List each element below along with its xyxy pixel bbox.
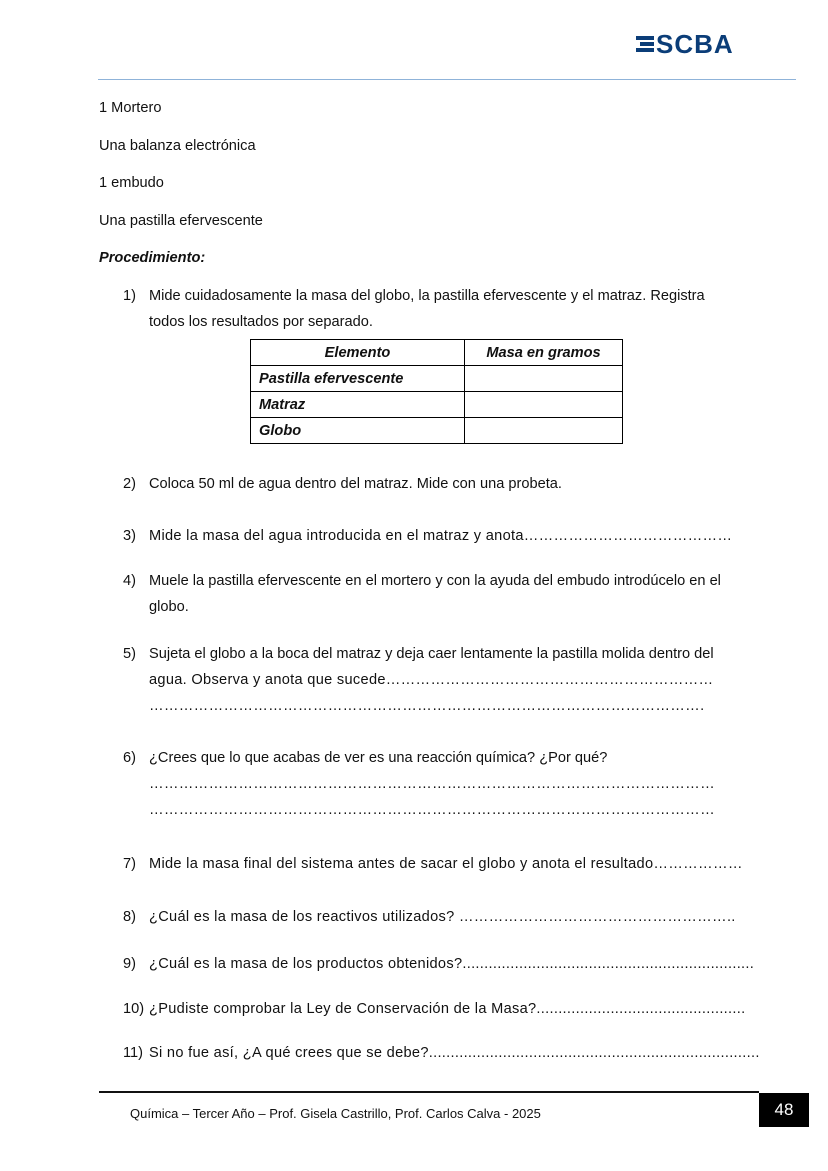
material-item: Una pastilla efervescente xyxy=(99,213,263,229)
step-8 xyxy=(123,904,763,930)
mass-table xyxy=(250,339,623,444)
table-header: Masa en gramos xyxy=(465,340,623,366)
step-number: 3) xyxy=(123,528,136,544)
step-10 xyxy=(123,996,763,1022)
mass-input-cell[interactable] xyxy=(465,366,623,392)
step-number: 6) xyxy=(123,750,136,766)
step-text: Sujeta el globo a la boca del matraz y deja caer lentamente la pastilla molida dentro del xyxy=(149,646,714,662)
mass-input-cell[interactable] xyxy=(465,418,623,444)
table-row xyxy=(251,418,623,444)
step-text: Coloca 50 ml de agua dentro del matraz. Mide con una probeta. xyxy=(149,476,562,492)
step-3 xyxy=(123,523,763,549)
step-1 xyxy=(123,283,763,335)
step-text: Muele la pastilla efervescente en el mortero y con la ayuda del embudo introdúcelo en el xyxy=(149,573,721,589)
step-11 xyxy=(123,1040,763,1066)
step-text: Mide la masa final del sistema antes de sacar el globo y anota el resultado……………… xyxy=(149,856,743,872)
page-number: 48 xyxy=(759,1093,809,1127)
header-rule xyxy=(98,79,796,80)
step-number: 4) xyxy=(123,573,136,589)
step-text: ¿Crees que lo que acabas de ver es una reacción química? ¿Por qué? xyxy=(149,750,608,766)
footer-rule xyxy=(99,1091,759,1093)
answer-line[interactable]: …………………………………………………………………………………………………. xyxy=(149,698,705,714)
step-text: globo. xyxy=(149,599,189,615)
material-item: 1 Mortero xyxy=(99,100,162,116)
step-7 xyxy=(123,851,763,877)
procedure-heading: Procedimiento: xyxy=(99,250,206,266)
footer-text: Química – Tercer Año – Prof. Gisela Castrillo, Prof. Carlos Calva - 2025 xyxy=(130,1106,541,1121)
mass-input-cell[interactable] xyxy=(465,392,623,418)
step-number: 11) xyxy=(123,1045,144,1061)
step-9 xyxy=(123,951,763,977)
material-item: Una balanza electrónica xyxy=(99,138,256,154)
table-cell: Globo xyxy=(251,418,465,444)
answer-line[interactable]: …………………………………………………………………………………………………… xyxy=(149,802,715,818)
step-text: Mide cuidadosamente la masa del globo, la pastilla efervescente y el matraz. Registra xyxy=(149,288,705,304)
step-number: 1) xyxy=(123,288,136,304)
step-text: ¿Cuál es la masa de los reactivos utilizados? ……………………………………………….. xyxy=(149,909,736,925)
table-cell: Pastilla efervescente xyxy=(251,366,465,392)
step-text: todos los resultados por separado. xyxy=(149,314,373,330)
step-6 xyxy=(123,745,763,823)
step-number: 9) xyxy=(123,956,136,972)
step-5 xyxy=(123,641,763,719)
scba-logo xyxy=(636,30,788,58)
step-text: ¿Cuál es la masa de los productos obtenidos?................................................................... xyxy=(149,956,755,972)
step-number: 7) xyxy=(123,856,136,872)
step-text: agua. Observa y anota que sucede………………………………………………………… xyxy=(149,672,714,688)
table-row xyxy=(251,366,623,392)
answer-line[interactable]: …………………………………………………………………………………………………… xyxy=(149,776,715,792)
step-text: Mide la masa del agua introducida en el matraz y anota…………………………………… xyxy=(149,528,733,544)
step-text: Si no fue así, ¿A qué crees que se debe?............................................................................ xyxy=(149,1045,760,1061)
step-number: 5) xyxy=(123,646,136,662)
material-item: 1 embudo xyxy=(99,175,164,191)
step-number: 2) xyxy=(123,476,136,492)
step-text: ¿Pudiste comprobar la Ley de Conservación de la Masa?................................................ xyxy=(149,1001,746,1017)
table-header: Elemento xyxy=(251,340,465,366)
table-row xyxy=(251,392,623,418)
step-4 xyxy=(123,568,763,620)
logo-text: SCBA xyxy=(656,30,734,58)
step-number: 10) xyxy=(123,1001,145,1017)
step-2 xyxy=(123,471,763,497)
step-number: 8) xyxy=(123,909,136,925)
table-cell: Matraz xyxy=(251,392,465,418)
